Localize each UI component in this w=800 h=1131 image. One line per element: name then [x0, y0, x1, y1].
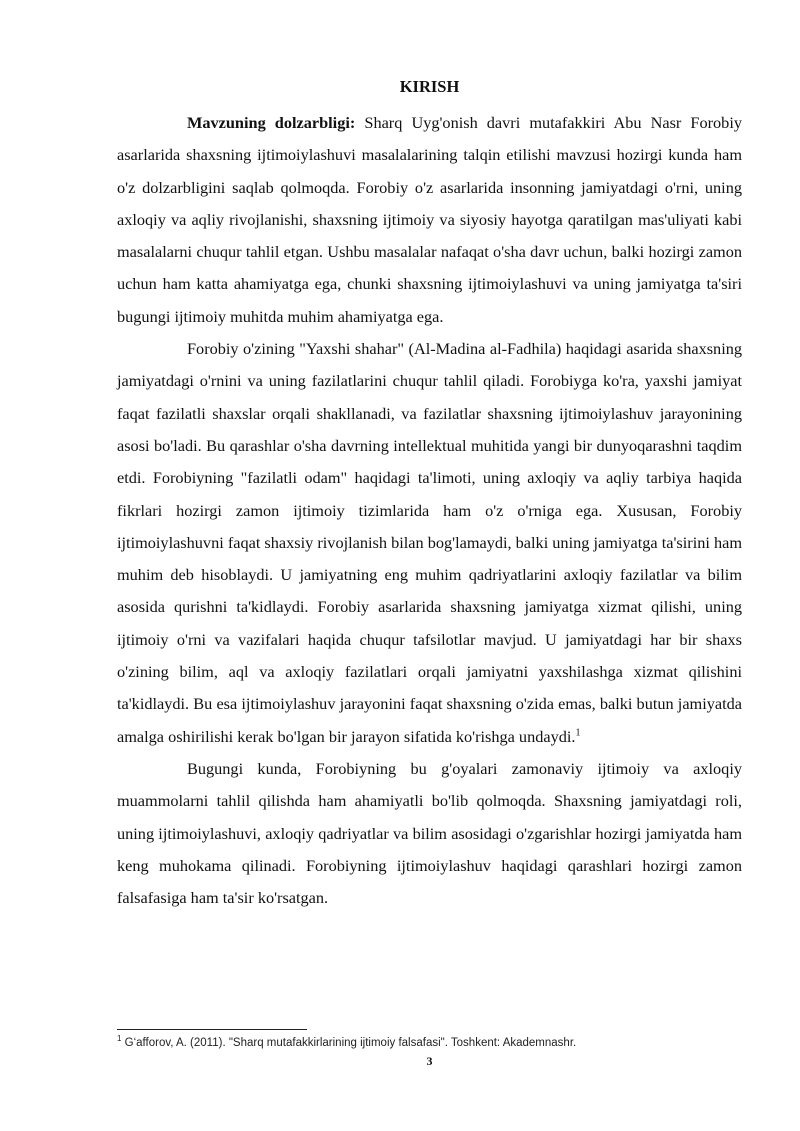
body-text	[117, 107, 742, 914]
paragraph-text: Forobiy o'zining "Yaxshi shahar" (Al-Madina al-Fadhila) haqidagi asarida shaxsning jamiyatdagi o'rnini va uning fazilatlarini chuqur tahlil qiladi. Forobiyga ko'ra, yaxshi jamiyat faqat fazilatli shaxslar orqali shakllanadi, va fazilatlar shaxsning ijtimoiylashuv jarayonining asosi bo'ladi. Bu qarashlar o'sha davrning intellektual muhitida yangi bir dunyoqarashni taqdim etdi. Forobiyning "fazilatli odam" haqidagi ta'limoti, uning axloqiy va aqliy tarbiya haqida fikrlari hozirgi zamon ijtimoiy tizimlarida ham o'z o'rniga ega. Xususan, Forobiy ijtimoiylashuvni faqat shaxsiy rivojlanish bilan bog'lamaydi, balki uning jamiyatga ta'sirini ham muhim deb hisoblaydi. U jamiyatning eng muhim qadriyatlarini axloqiy fazilatlar va bilim asosida qurishni ta'kidlaydi. Forobiy asarlarida shaxsning jamiyatga xizmat qilishi, uning ijtimoiy o'rni va vazifalari haqida chuqur tafsilotlar mavjud. U jamiyatdagi har bir shaxs o'zining bilim, aql va axloqiy fazilatlari orqali jamiyatni yaxshilashga xizmat qilishini ta'kidlaydi. Bu esa ijtimoiylashuv jarayonini faqat shaxsning o'zida emas, balki butun jamiyatda amalga oshirilishi kerak bo'lgan bir jarayon sifatida ko'rishga undaydi.	[117, 339, 742, 746]
paragraph-modern-relevance	[117, 753, 742, 914]
footnote-marker: 1	[117, 1034, 122, 1044]
footnote-text: G‘afforov, A. (2011). "Sharq mutafakkirlarining ijtimoiy falsafasi". Toshkent: Akademnashr.	[121, 1037, 577, 1049]
footnote-reference[interactable]: 1	[575, 727, 581, 739]
footnote-divider	[117, 1029, 307, 1030]
page-number: 3	[426, 1054, 433, 1068]
paragraph-lead: Mavzuning dolzarbligi:	[187, 113, 356, 132]
paragraph-virtuous-city	[117, 333, 742, 753]
paragraph-text: Sharq Uyg'onish davri mutafakkiri Abu Nasr Forobiy asarlarida shaxsning ijtimoiylashuvi masalalarining talqin etilishi mavzusi hozirgi kunda ham o'z dolzarbligini saqlab qolmoqda. Forobiy o'z asarlarida insonning jamiyatdagi o'rni, uning axloqiy va aqliy rivojlanishi, shaxsning ijtimoiy va siyosiy hayotga qaratilgan mas'uliyati kabi masalalarni chuqur tahlil etgan. Ushbu masalalar nafaqat o'sha davr uchun, balki hozirgi zamon uchun ham katta ahamiyatga ega, chunki shaxsning ijtimoiylashuvi va uning jamiyatga ta'siri bugungi ijtimoiy muhitda muhim ahamiyatga ega.	[117, 113, 742, 326]
paragraph-text: Bugungi kunda, Forobiyning bu g'oyalari zamonaviy ijtimoiy va axloqiy muammolarni tahlil qilishda ham ahamiyatli bo'lib qolmoqda. Shaxsning jamiyatdagi roli, uning ijtimoiylashuvi, axloqiy qadriyatlar va bilim asosidagi o'zgarishlar hozirgi jamiyatda ham keng muhokama qilinadi. Forobiyning ijtimoiylashuv haqidagi qarashlari hozirgi zamon falsafasiga ham ta'sir ko'rsatgan.	[117, 758, 742, 908]
page-title: KIRISH	[399, 77, 460, 96]
document-page	[117, 0, 742, 1131]
paragraph-relevance	[117, 107, 742, 333]
footnote	[117, 1036, 742, 1051]
